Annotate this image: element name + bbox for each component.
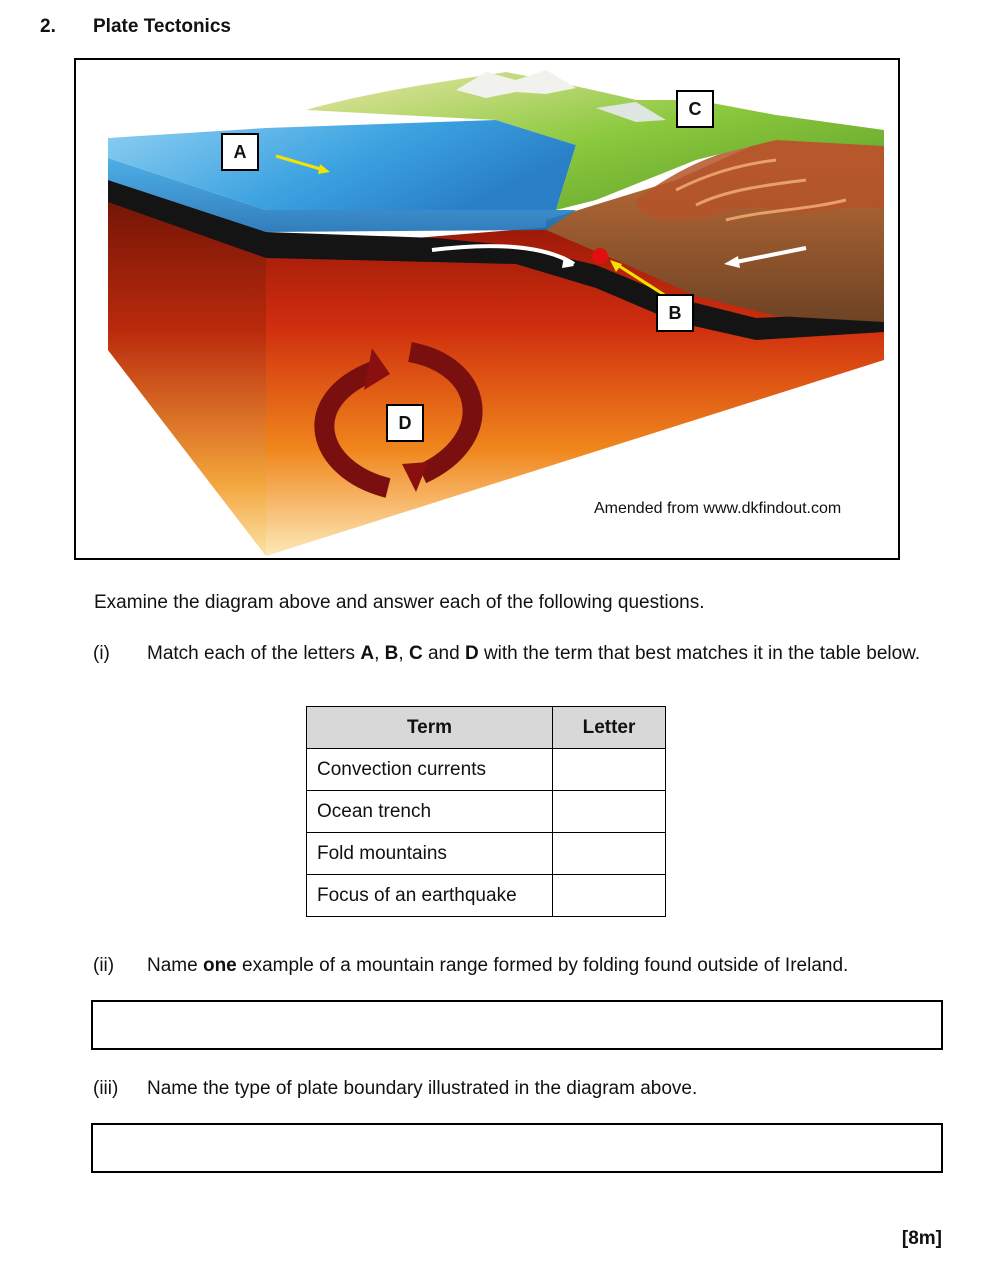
- table-row: [307, 749, 666, 791]
- part-i-question: Match each of the letters A, B, C and D with the term that best matches it in the table below.: [147, 643, 921, 664]
- table-header-letter: Letter: [553, 707, 666, 749]
- letter-answer-cell[interactable]: [553, 833, 666, 875]
- part-iii-label: (iii): [93, 1078, 119, 1099]
- part-iii-answer-box[interactable]: [91, 1123, 943, 1173]
- label-c: C: [676, 90, 714, 128]
- table-row: [307, 791, 666, 833]
- part-ii-question: Name one example of a mountain range formed by folding found outside of Ireland.: [147, 955, 849, 976]
- matching-table: [306, 706, 666, 917]
- term-cell: Focus of an earthquake: [307, 875, 553, 917]
- part-iii-question: Name the type of plate boundary illustrated in the diagram above.: [147, 1078, 698, 1099]
- instructions: Examine the diagram above and answer each of the following questions.: [94, 592, 705, 613]
- label-a: A: [221, 133, 259, 171]
- question-number: 2.: [40, 16, 56, 37]
- marks-total: [8m]: [901, 1228, 942, 1249]
- term-cell: Convection currents: [307, 749, 553, 791]
- letter-answer-cell[interactable]: [553, 791, 666, 833]
- question-title: Plate Tectonics: [93, 16, 231, 37]
- table-row: [307, 833, 666, 875]
- part-i-label: (i): [93, 643, 110, 664]
- letter-answer-cell[interactable]: [553, 875, 666, 917]
- diagram-illustration: [76, 60, 900, 560]
- term-cell: Ocean trench: [307, 791, 553, 833]
- part-ii-label: (ii): [93, 955, 115, 976]
- table-row: [307, 875, 666, 917]
- letter-answer-cell[interactable]: [553, 749, 666, 791]
- plate-tectonics-diagram: [74, 58, 900, 560]
- label-d: D: [386, 404, 424, 442]
- part-ii-answer-box[interactable]: [91, 1000, 943, 1050]
- term-cell: Fold mountains: [307, 833, 553, 875]
- image-credit: Amended from www.dkfindout.com: [594, 500, 842, 517]
- table-header-term: Term: [307, 707, 553, 749]
- label-b: B: [656, 294, 694, 332]
